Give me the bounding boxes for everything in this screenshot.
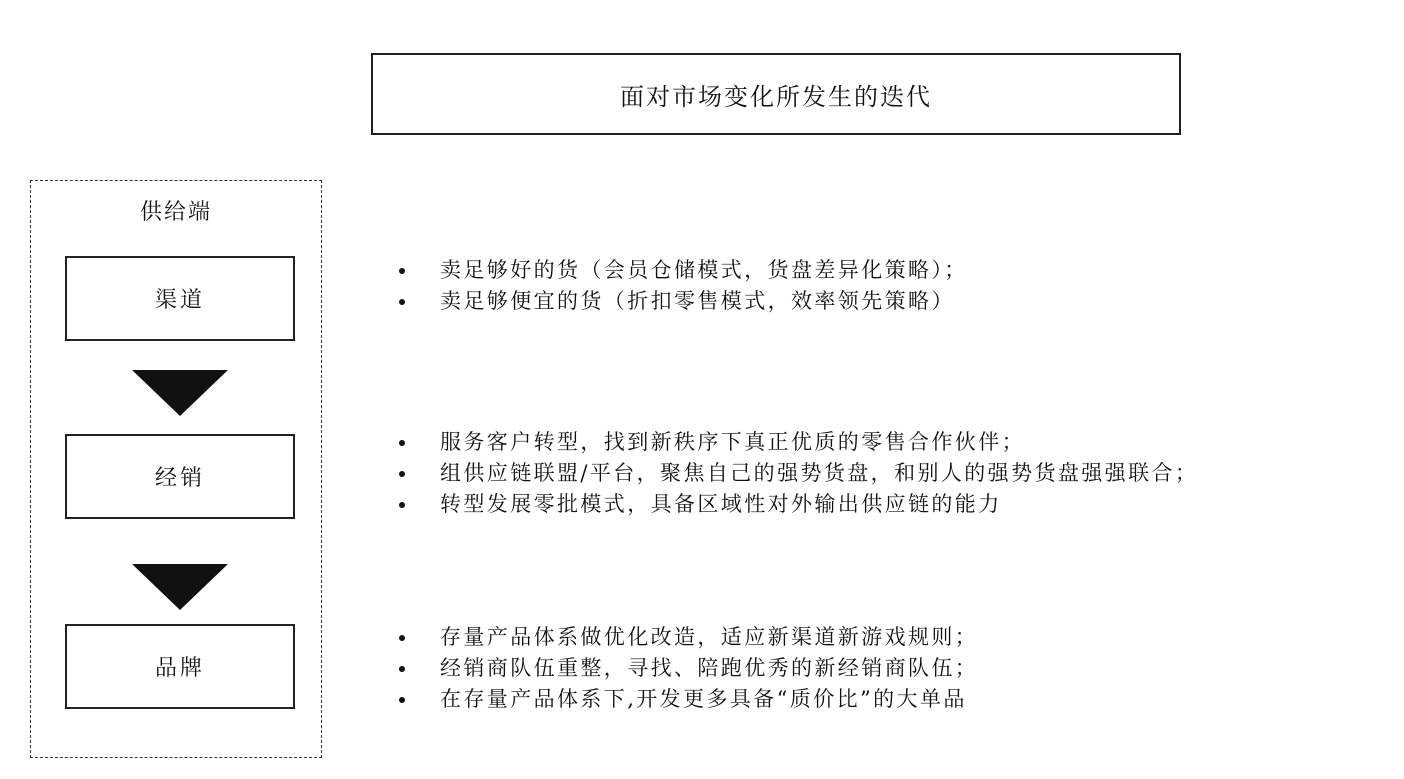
diagram-title-box — [371, 53, 1181, 135]
bullet-text: 存量产品体系做优化改造，适应新渠道新游戏规则； — [440, 625, 979, 649]
bullet-text: 在存量产品体系下,开发更多具备“质价比”的大单品 — [440, 687, 967, 711]
list-item — [398, 653, 978, 684]
bullet-icon — [399, 697, 405, 703]
bullet-text: 转型发展零批模式，具备区域性对外输出供应链的能力 — [440, 492, 1002, 516]
stage-box-channel — [65, 256, 295, 341]
channel-bullet-list — [398, 255, 968, 317]
bullet-icon — [399, 635, 405, 641]
bullet-icon — [399, 299, 405, 305]
list-item — [398, 458, 1198, 489]
stage-box-distribution — [65, 434, 295, 519]
diagram-title: 面对市场变化所发生的迭代 — [620, 82, 932, 111]
bullet-icon — [399, 471, 405, 477]
distribution-bullet-list — [398, 427, 1198, 520]
supply-side-label: 供给端 — [139, 200, 212, 225]
bullet-text: 经销商队伍重整，寻找、陪跑优秀的新经销商队伍； — [440, 656, 979, 680]
down-arrow-icon — [132, 370, 228, 416]
stage-label-distribution: 经销 — [154, 466, 205, 491]
list-item — [398, 489, 1198, 520]
list-item — [398, 286, 968, 317]
list-item — [398, 622, 978, 653]
bullet-text: 服务客户转型，找到新秩序下真正优质的零售合作伙伴； — [440, 430, 1025, 454]
stage-box-brand — [65, 624, 295, 709]
bullet-icon — [399, 268, 405, 274]
list-item — [398, 427, 1198, 458]
bullet-icon — [399, 502, 405, 508]
bullet-text: 组供应链联盟/平台，聚焦自己的强势货盘，和别人的强势货盘强强联合； — [440, 461, 1199, 485]
bullet-icon — [399, 666, 405, 672]
stage-label-brand: 品牌 — [154, 656, 205, 681]
stage-label-channel: 渠道 — [154, 288, 205, 313]
bullet-icon — [399, 440, 405, 446]
down-arrow-icon — [132, 564, 228, 610]
bullet-text: 卖足够好的货（会员仓储模式，货盘差异化策略）； — [440, 258, 968, 282]
brand-bullet-list — [398, 622, 978, 715]
list-item — [398, 684, 978, 715]
bullet-text: 卖足够便宜的货（折扣零售模式，效率领先策略） — [440, 289, 955, 313]
supply-side-panel — [30, 180, 322, 758]
list-item — [398, 255, 968, 286]
